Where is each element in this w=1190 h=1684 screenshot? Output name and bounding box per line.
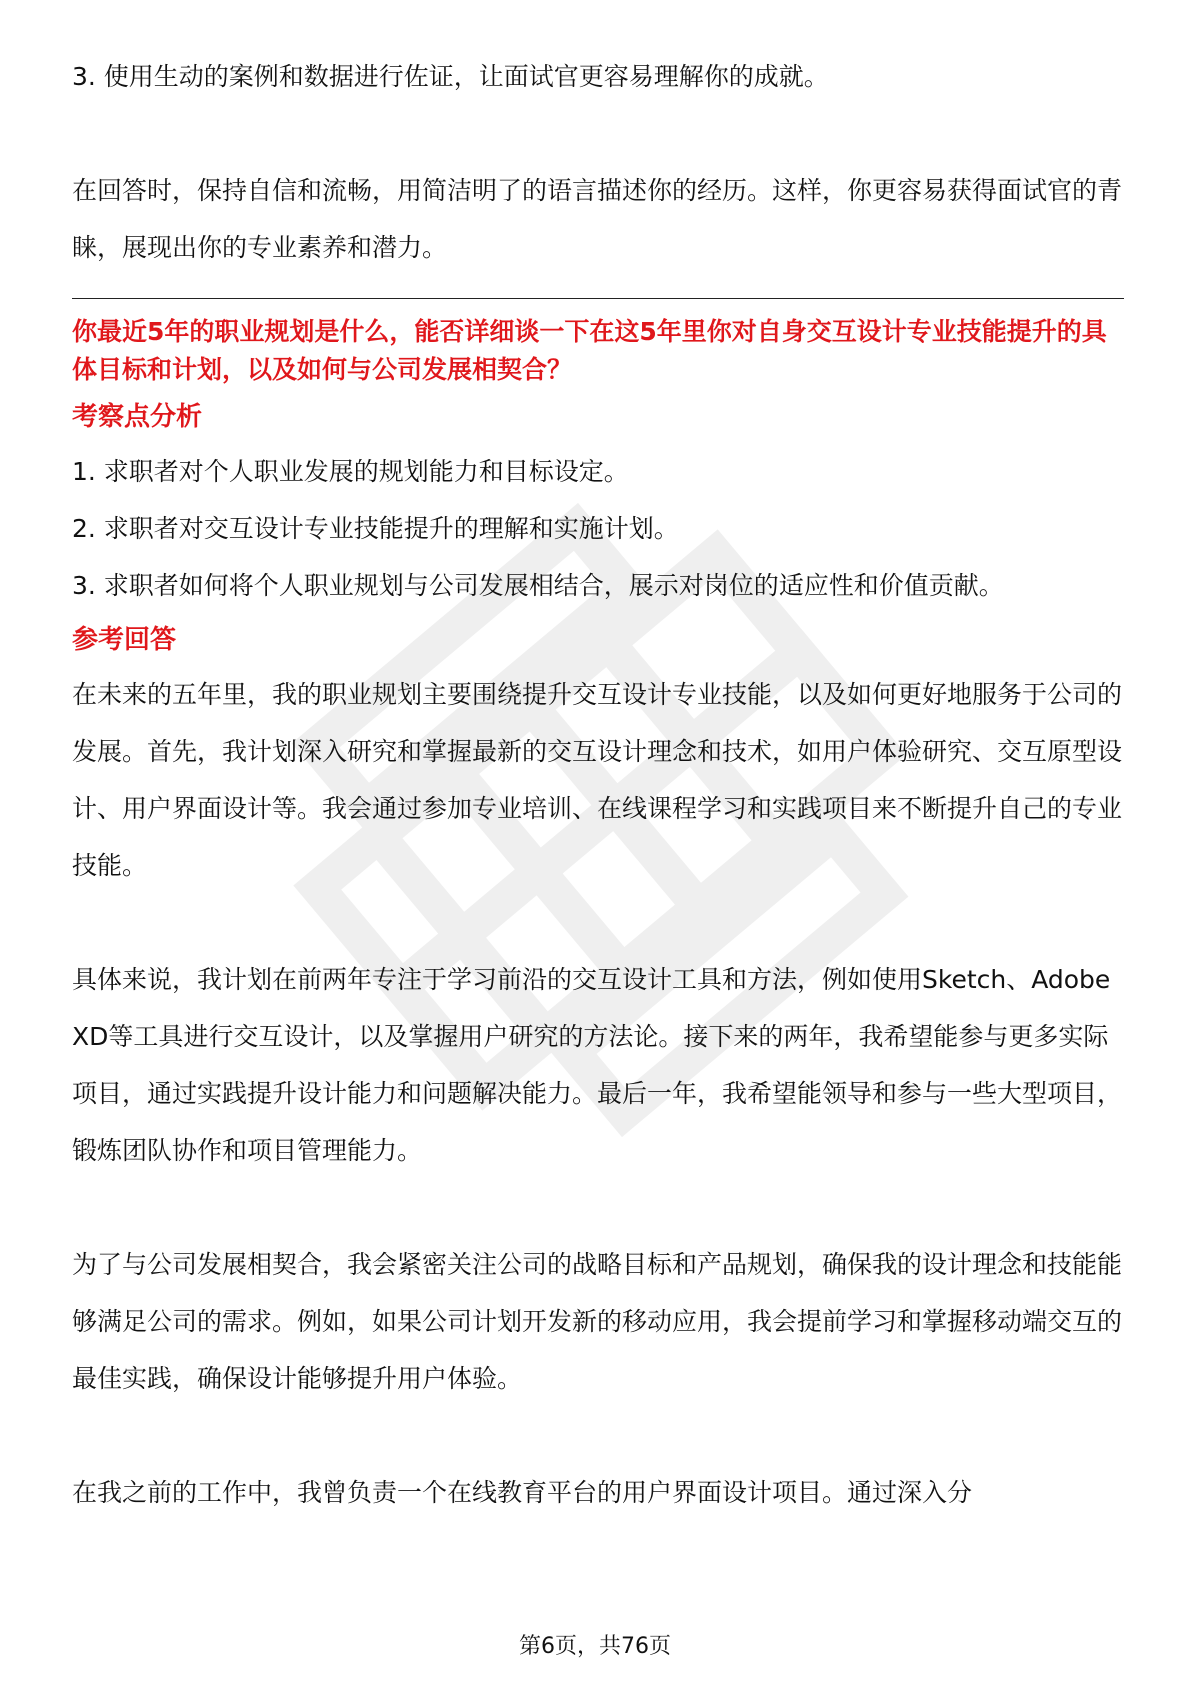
body-paragraph: 2. 求职者对交互设计专业技能提升的理解和实施计划。 [72, 514, 679, 543]
section-divider [72, 298, 1124, 299]
document-body [72, 48, 1124, 1521]
body-paragraph: 在未来的五年里，我的职业规划主要围绕提升交互设计专业技能，以及如何更好地服务于公司的发展。首先，我计划深入研究和掌握最新的交互设计理念和技术，如用户体验研究、交互原型设计、用户界面设计等。我会通过参加专业培训、在线课程学习和实践项目来不断提升自己的专业技能。 [72, 680, 1123, 880]
body-paragraph: 3. 使用生动的案例和数据进行佐证，让面试官更容易理解你的成就。 [72, 62, 829, 91]
body-paragraph: 为了与公司发展相契合，我会紧密关注公司的战略目标和产品规划，确保我的设计理念和技能能够满足公司的需求。例如，如果公司计划开发新的移动应用，我会提前学习和掌握移动端交互的最佳实践，确保设计能够提升用户体验。 [72, 1250, 1123, 1393]
interview-question: 你最近5年的职业规划是什么，能否详细谈一下在这5年里你对自身交互设计专业技能提升的具体目标和计划，以及如何与公司发展相契合？ [72, 317, 1107, 384]
paragraph-gap [72, 894, 1124, 951]
body-paragraph: 3. 求职者如何将个人职业规划与公司发展相结合，展示对岗位的适应性和价值贡献。 [72, 571, 1004, 600]
section-heading: 参考回答 [72, 625, 177, 655]
paragraph-gap [72, 1179, 1124, 1236]
body-paragraph: 在我之前的工作中，我曾负责一个在线教育平台的用户界面设计项目。通过深入分 [72, 1478, 973, 1507]
body-paragraph: 1. 求职者对个人职业发展的规划能力和目标设定。 [72, 457, 629, 486]
paragraph-gap [72, 1407, 1124, 1464]
body-paragraph: 在回答时，保持自信和流畅，用简洁明了的语言描述你的经历。这样，你更容易获得面试官的青睐，展现出你的专业素养和潜力。 [72, 176, 1123, 262]
body-paragraph: 具体来说，我计划在前两年专注于学习前沿的交互设计工具和方法，例如使用Sketch、Adobe XD等工具进行交互设计，以及掌握用户研究的方法论。接下来的两年，我希望能参与更多实际项目，通过实践提升设计能力和问题解决能力。最后一年，我希望能领导和参与一些大型项目，锻炼团队协作和项目管理能力。 [72, 965, 1123, 1165]
page-footer: 第6页，共76页 [519, 1634, 671, 1659]
section-heading: 考察点分析 [72, 402, 203, 432]
paragraph-gap [72, 105, 1124, 162]
